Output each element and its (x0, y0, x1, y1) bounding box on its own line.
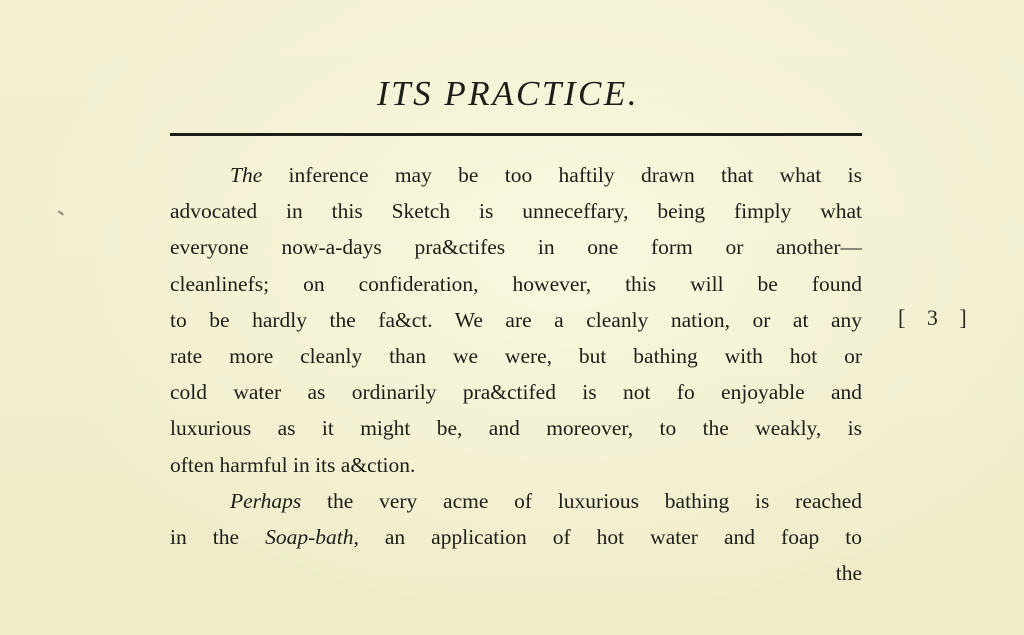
text-line: advocated in this Sketch is unneceffary, being fimply what (170, 199, 862, 224)
text-line (170, 483, 862, 519)
text-line: to be hardly the fa&ct. We are a cleanly nation, or at any (170, 307, 862, 332)
body-text (170, 157, 862, 591)
text-line: everyone now-a-days pra&ctifes in one form or another— (170, 235, 862, 260)
text-line: cleanlinefs; on confideration, however, this will be found (170, 271, 862, 296)
text-line: cold water as ordinarily pra&ctifed is not fo enjoyable and (170, 380, 862, 405)
catchword: the (835, 561, 862, 586)
line-rest: inference may be too haftily drawn that what is (262, 163, 862, 187)
text-line: luxurious as it might be, and moreover, to the weakly, is (170, 416, 862, 441)
heading-rule (170, 133, 862, 136)
text-line: often harmful in its a&ction. (170, 452, 416, 477)
paragraph-lead-word: The (230, 163, 263, 187)
page-number: [ 3 ] (898, 305, 975, 330)
italic-term: Soap-bath, (265, 524, 359, 549)
text-line: rate more cleanly than we were, but bathing with hot or (170, 343, 862, 368)
line-post: an application of hot water and foap to (358, 524, 862, 549)
page-heading: ITS PRACTICE. (377, 74, 639, 113)
text-line (170, 157, 862, 193)
paragraph-lead-word: Perhaps (230, 488, 302, 513)
text-line (170, 519, 862, 555)
line-pre: in the (170, 524, 266, 549)
line-rest: the very acme of luxurious bathing is reached (301, 488, 862, 513)
margin-mark (58, 210, 64, 215)
